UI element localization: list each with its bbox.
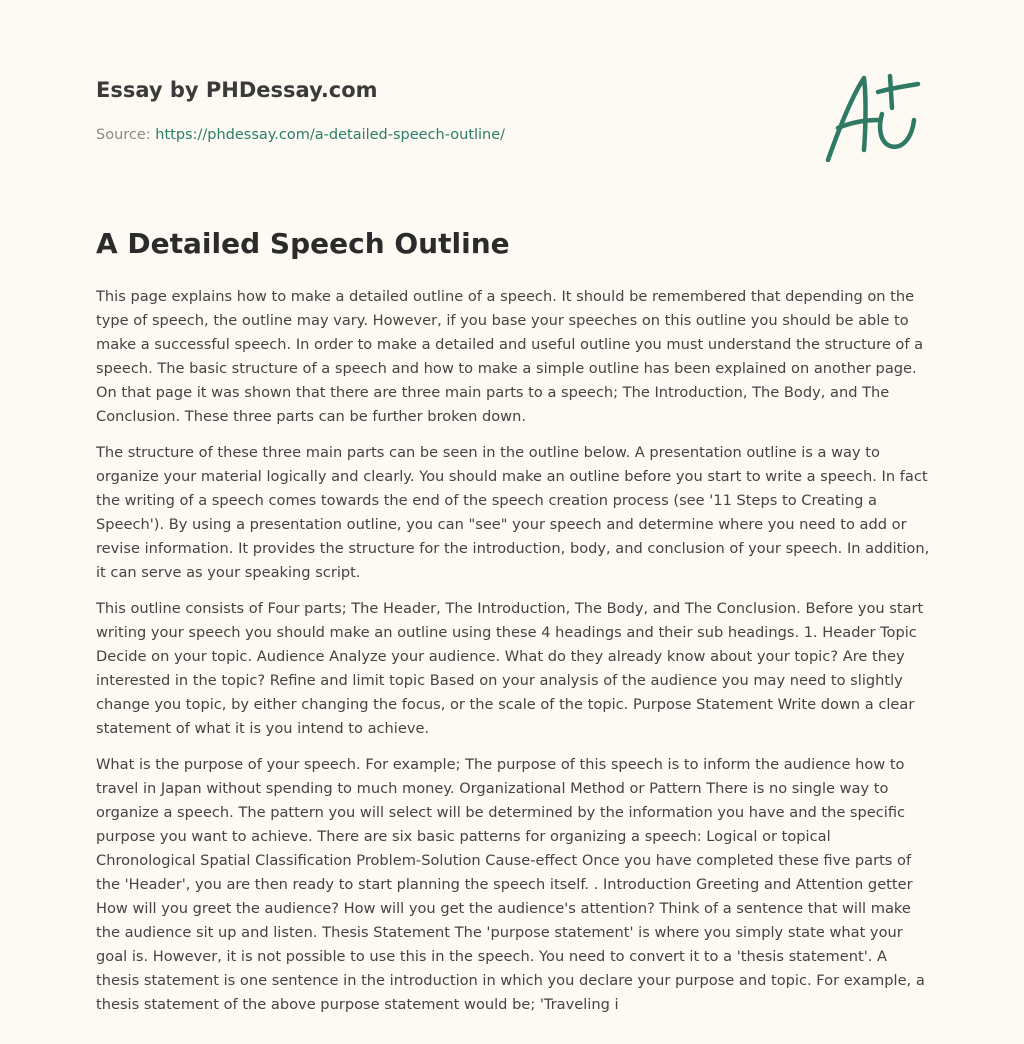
page-header	[96, 74, 796, 146]
source-label: Source:	[96, 127, 156, 143]
article-paragraph: The structure of these three main parts can be seen in the outline below. A presentation outline is a way to organize your material logically and clearly. You should make an outline before you start to write a speech. In fact the writing of a speech comes towards the end of the speech creation process (see '11 Steps to Creating a Speech'). By using a presentation outline, you can "see" your speech and determine where you need to add or revise information. It provides the structure for the introduction, body, and conclusion of your speech. In addition, it can serve as your speaking script.	[96, 444, 930, 581]
source-line	[96, 124, 796, 146]
article-paragraph: This outline consists of Four parts; The Header, The Introduction, The Body, and The Conclusion. Before you start writing your speech you should make an outline using these 4 headings and their sub headings. 1. Header Topic Decide on your topic. Audience Analyze your audience. What do they already know about your topic? Are they interested in the topic? Refine and limit topic Based on your analysis of the audience you may need to slightly change you topic, by either changing the focus, or the scale of the topic. Purpose Statement Write down a clear statement of what it is you intend to achieve.	[96, 600, 924, 737]
article-paragraph: What is the purpose of your speech. For example; The purpose of this speech is to inform the audience how to travel in Japan without spending to much money. Organizational Method or Pattern There is no single way to organize a speech. The pattern you will select will be determined by the information you have and the specific purpose you want to achieve. There are six basic patterns for organizing a speech: Logical or topical Chronological Spatial Classification Problem-Solution Cause-effect Once you have completed these five parts of the 'Header', you are then ready to start planning the speech itself. . Introduction Greeting and Attention getter How will you greet the audience? How will you get the audience's attention? Think of a sentence that will make the audience sit up and listen. Thesis Statement The 'purpose statement' is where you simply state what your goal is. However, it is not possible to use this in the speech. You need to convert it to a 'thesis statement'. A thesis statement is one sentence in the introduction in which you declare your purpose and topic. For example, a thesis statement of the above purpose statement would be; 'Traveling i	[96, 756, 925, 1013]
article-title: A Detailed Speech Outline	[96, 227, 510, 260]
article-body	[96, 285, 930, 1025]
site-brand: Essay by PHDessay.com	[96, 78, 378, 102]
source-link[interactable]: https://phdessay.com/a-detailed-speech-outline/	[155, 127, 506, 143]
a-plus-grade-icon	[820, 66, 930, 166]
article-paragraph: This page explains how to make a detailed outline of a speech. It should be remembered that depending on the type of speech, the outline may vary. However, if you base your speeches on this outline you should be able to make a successful speech. In order to make a detailed and useful outline you must understand the structure of a speech. The basic structure of a speech and how to make a simple outline has been explained on another page. On that page it was shown that there are three main parts to a speech; The Introduction, The Body, and The Conclusion. These three parts can be further broken down.	[96, 288, 924, 425]
